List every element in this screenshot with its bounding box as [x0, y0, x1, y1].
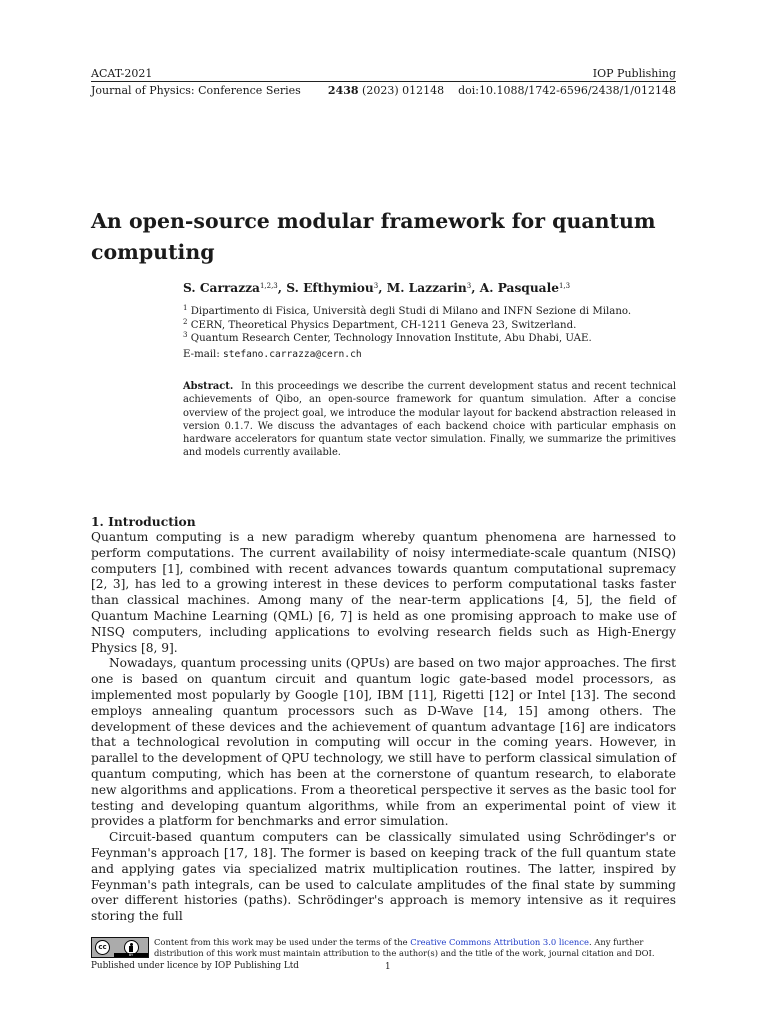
header-rule — [91, 81, 676, 82]
affiliation: $^3$ Quantum Research Center, Technology Innovation Institute, Abu Dhabi, UAE. — [183, 331, 592, 344]
author-list — [183, 281, 570, 295]
section-body — [91, 530, 676, 925]
cc-icon: cc — [95, 940, 110, 955]
year-article: (2023) 012148 — [358, 84, 445, 97]
paragraph: Circuit-based quantum computers can be classically simulated using Schrödinger's or Feynman's approach [17, 18]. The former is based on keeping track of the full quantum state and applying gates via specialized matrix multiplication routines. The latter, inspired by Feynman's path integrals, can be used to calculate amplitudes of the final state by summing over different histories (paths). Schrödinger's approach is memory intensive as it requires storing the full — [91, 830, 676, 924]
license-link[interactable]: Creative Commons Attribution 3.0 licence — [410, 937, 589, 947]
page-number: 1 — [385, 962, 391, 972]
abstract — [183, 380, 676, 460]
email-line — [183, 348, 362, 361]
author: A. Pasquale$^{1,3}$ — [479, 281, 571, 295]
abstract-text: In this proceedings we describe the current development status and recent technical achievements of Qibo, an open-source framework for quantum simulation. After a concise overview of the project goal, we introduce the modular layout for backend abstraction released in version 0.1.7. We discuss the advantages of each backend choice with particular emphasis on hardware accelerators for quantum state vector simulation. Finally, we summarize the primitives and models currently available. — [183, 381, 676, 459]
author: M. Lazzarin$^3$, — [386, 281, 480, 295]
section-heading: 1. Introduction — [91, 514, 196, 529]
author: S. Efthymiou$^3$, — [286, 281, 387, 295]
email-label: E-mail: — [183, 349, 223, 360]
affiliation: $^1$ Dipartimento di Fisica, Università degli Studi di Milano and INFN Sezione di Milano. — [183, 304, 632, 317]
publisher-notice: Published under licence by IOP Publishing Ltd — [91, 961, 299, 971]
license-notice: Content from this work may be used under the terms of the Creative Commons Attribution 3.0 licence. Any further distribution of this work must maintain attribution to the author(s) and the title of the work, journal citation and DOI. — [154, 937, 655, 959]
paper-title: An open-source modular framework for quantum computing — [91, 209, 656, 264]
journal-name: Journal of Physics: Conference Series — [91, 84, 301, 97]
author: S. Carrazza$^{1,2,3}$, — [183, 281, 287, 295]
paragraph: Quantum computing is a new paradigm whereby quantum phenomena are harnessed to perform computations. The current availability of noisy intermediate-scale quantum (NISQ) computers [1], combined with recent advances towards quantum computational supremacy [2, 3], has led to a growing interest in these devices to perform computational tasks faster than classical machines. Among many of the near-term applications [4, 5], the field of Quantum Machine Learning (QML) [6, 7] is held as one promising approach to make use of NISQ computers, including applications to evolving research fields such as High-Energy Physics [8, 9]. — [91, 530, 676, 655]
citation-info — [328, 84, 676, 97]
publisher-name: IOP Publishing — [592, 67, 676, 80]
paragraph: Nowadays, quantum processing units (QPUs) are based on two major approaches. The first one is based on quantum circuit and quantum logic gate-based model processors, as implemented most popularly by Google [10], IBM [11], Rigetti [12] or Intel [13]. The second employs annealing quantum processors such as D-Wave [14, 15] among others. The development of these devices and the achievement of quantum advantage [16] are indicators that a technological revolution in computing will occur in the coming years. However, in parallel to the development of QPU technology, we still have to perform classical simulation of quantum computing, which has been at the cornerstone of quantum research, to elaborate new algorithms and applications. From a theoretical perspective it serves as the basic tool for testing and developing quantum algorithms, while from an experimental point of view it provides a platform for benchmarks and error simulation. — [91, 656, 676, 829]
cc-by-badge[interactable] — [91, 937, 149, 958]
affiliation: $^2$ CERN, Theoretical Physics Department, CH-1211 Geneva 23, Switzerland. — [183, 318, 577, 331]
conference-name: ACAT-2021 — [91, 67, 153, 80]
doi[interactable]: doi:10.1088/1742-6596/2438/1/012148 — [458, 84, 676, 97]
abstract-label: Abstract. — [183, 381, 234, 392]
email-address[interactable]: stefano.carrazza@cern.ch — [223, 349, 362, 360]
volume-number: 2438 — [327, 84, 359, 97]
cc-by-strip: BY — [114, 953, 148, 957]
